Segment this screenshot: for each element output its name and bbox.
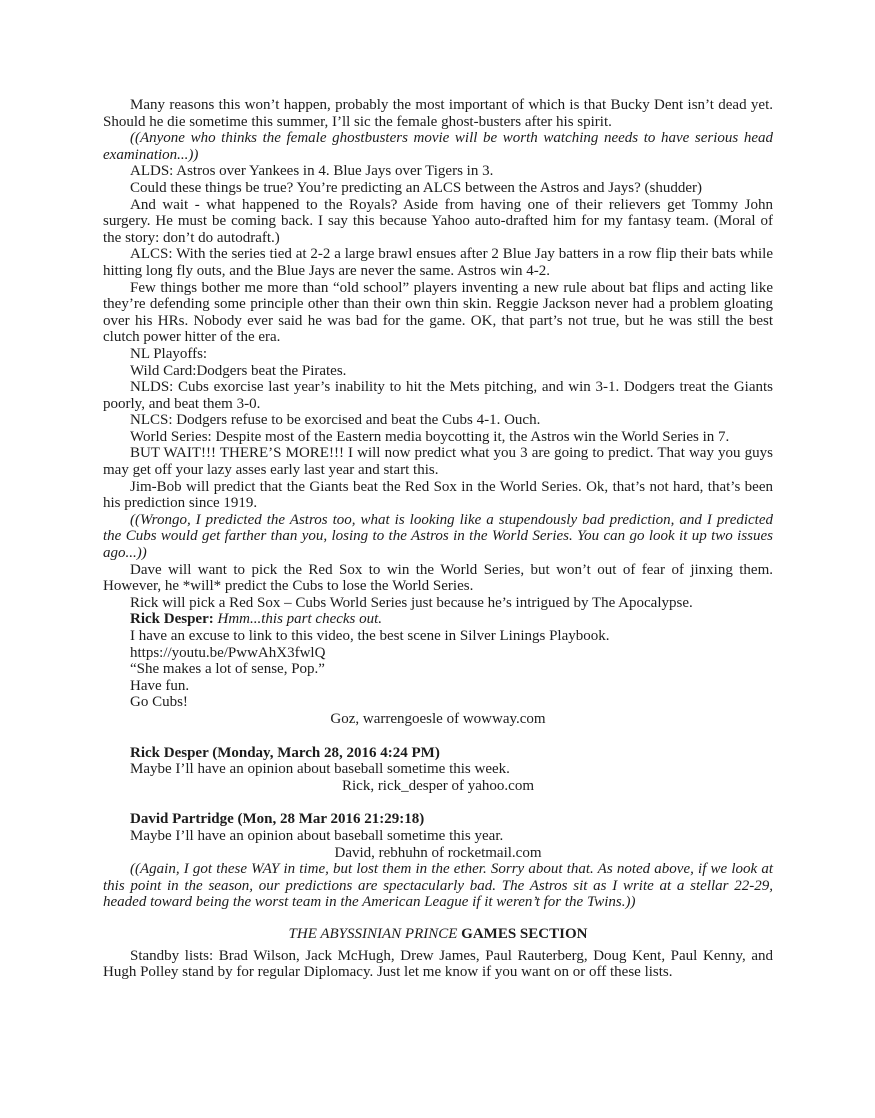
paragraph: Rick will pick a Red Sox – Cubs World Series just because he’s intrigued by The Apocalypse. (130, 594, 693, 611)
paragraph: Few things bother me more than “old school” players inventing a new rule about bat flips and acting like they’re defending some principle other than their own thin skin. Reggie Jackson never had a problem gloating over his HRs. Nobody ever said he was bad for the game. OK, that part’s not true, but he was still the best clutch power hitter of the era. (103, 279, 773, 346)
signature: David, rebhuhn of rocketmail.com (334, 844, 542, 861)
paragraph: Maybe I’ll have an opinion about baseball sometime this year. (130, 827, 504, 844)
paragraph: ALDS: Astros over Yankees in 4. Blue Jays over Tigers in 3. (130, 163, 494, 180)
paragraph: Wild Card:Dodgers beat the Pirates. (130, 362, 347, 379)
editor-note: ((Wrongo, I predicted the Astros too, what is looking like a stupendously bad prediction, and I predicted the Cubs would get farther than you, losing to the Astros in the World Series. You can go look it up two issues ago...)) (103, 511, 773, 562)
editor-note: ((Anyone who thinks the female ghostbusters movie will be worth watching needs to have serious head examination...)) (103, 130, 773, 163)
section-heading (103, 926, 773, 943)
page-content (103, 97, 773, 981)
paragraph: Go Cubs! (130, 694, 188, 711)
paragraph: And wait - what happened to the Royals? Aside from having one of their relievers get Tommy John surgery. He must be coming back. I say this because Yahoo auto-drafted him for my fantasy team. (Moral of the story: don’t do autodraft.) (103, 196, 773, 246)
paragraph: Maybe I’ll have an opinion about baseball sometime this week. (130, 761, 510, 778)
paragraph: NLDS: Cubs exorcise last year’s inability to hit the Mets pitching, and win 3-1. Dodgers treat the Giants poorly, and beat them 3-0. (103, 379, 773, 412)
speaker-name: Rick Desper: (130, 611, 214, 628)
signature: Rick, rick_desper of yahoo.com (341, 777, 535, 794)
paragraph: ALCS: With the series tied at 2-2 a large brawl ensues after 2 Blue Jay batters in a row flip their bats while hitting long fly outs, and the Blue Jays are never the same. Astros win 4-2. (103, 246, 773, 279)
paragraph: NL Playoffs: (130, 345, 208, 362)
paragraph: Could these things be true? You’re predicting an ALCS between the Astros and Jays? (shudder) (130, 179, 702, 196)
paragraph: Have fun. (130, 677, 190, 694)
editor-note: ((Again, I got these WAY in time, but lost them in the ether. Sorry about that. As noted above, if we look at this point in the season, our predictions are spectacularly bad. The Astros sit as I write at a stellar 22-29, headed toward being the worst team in the American League if it weren’t for the Twins.)) (103, 861, 773, 911)
signature: Goz, warrengoesle of wowway.com (330, 710, 546, 727)
paragraph: NLCS: Dodgers refuse to be exorcised and beat the Cubs 4-1. Ouch. (130, 412, 541, 429)
paragraph: World Series: Despite most of the Eastern media boycotting it, the Astros win the World Series in 7. (130, 428, 730, 445)
paragraph: Jim-Bob will predict that the Giants beat the Red Sox in the World Series. Ok, that’s not hard, that’s been his prediction since 1919. (103, 478, 773, 512)
paragraph: BUT WAIT!!! THERE’S MORE!!! I will now predict what you 3 are going to predict. That way you guys may get off your lazy asses early last year and start this. (103, 445, 773, 479)
speaker-comment: Hmm...this part checks out. (213, 611, 383, 628)
section-heading-title: THE ABYSSINIAN PRINCE (288, 925, 458, 942)
paragraph: I have an excuse to link to this video, the best scene in Silver Linings Playbook. (130, 628, 610, 644)
section-heading-suffix: GAMES SECTION (457, 925, 588, 942)
letter-header: David Partridge (Mon, 28 Mar 2016 21:29:18) (130, 811, 425, 828)
paragraph: Many reasons this won’t happen, probably the most important of which is that Bucky Dent isn’t dead yet. Should he die sometime this summer, I’ll sic the female ghost-busters after his spirit. (103, 97, 773, 130)
quote-line: “She makes a lot of sense, Pop.” (130, 661, 325, 678)
letter-header: Rick Desper (Monday, March 28, 2016 4:24 PM) (130, 744, 440, 761)
video-url-line: https://youtu.be/PwwAhX3fwlQ (130, 644, 326, 661)
paragraph: Dave will want to pick the Red Sox to win the World Series, but won’t out of fear of jinxing them. However, he *will* predict the Cubs to lose the World Series. (103, 561, 773, 595)
speaker-line (103, 611, 773, 628)
standby-lists-paragraph: Standby lists: Brad Wilson, Jack McHugh, Drew James, Paul Rauterberg, Doug Kent, Paul Kenny, and Hugh Polley stand by for regular Diplomacy. Just let me know if you want on or off these lists. (103, 947, 773, 981)
